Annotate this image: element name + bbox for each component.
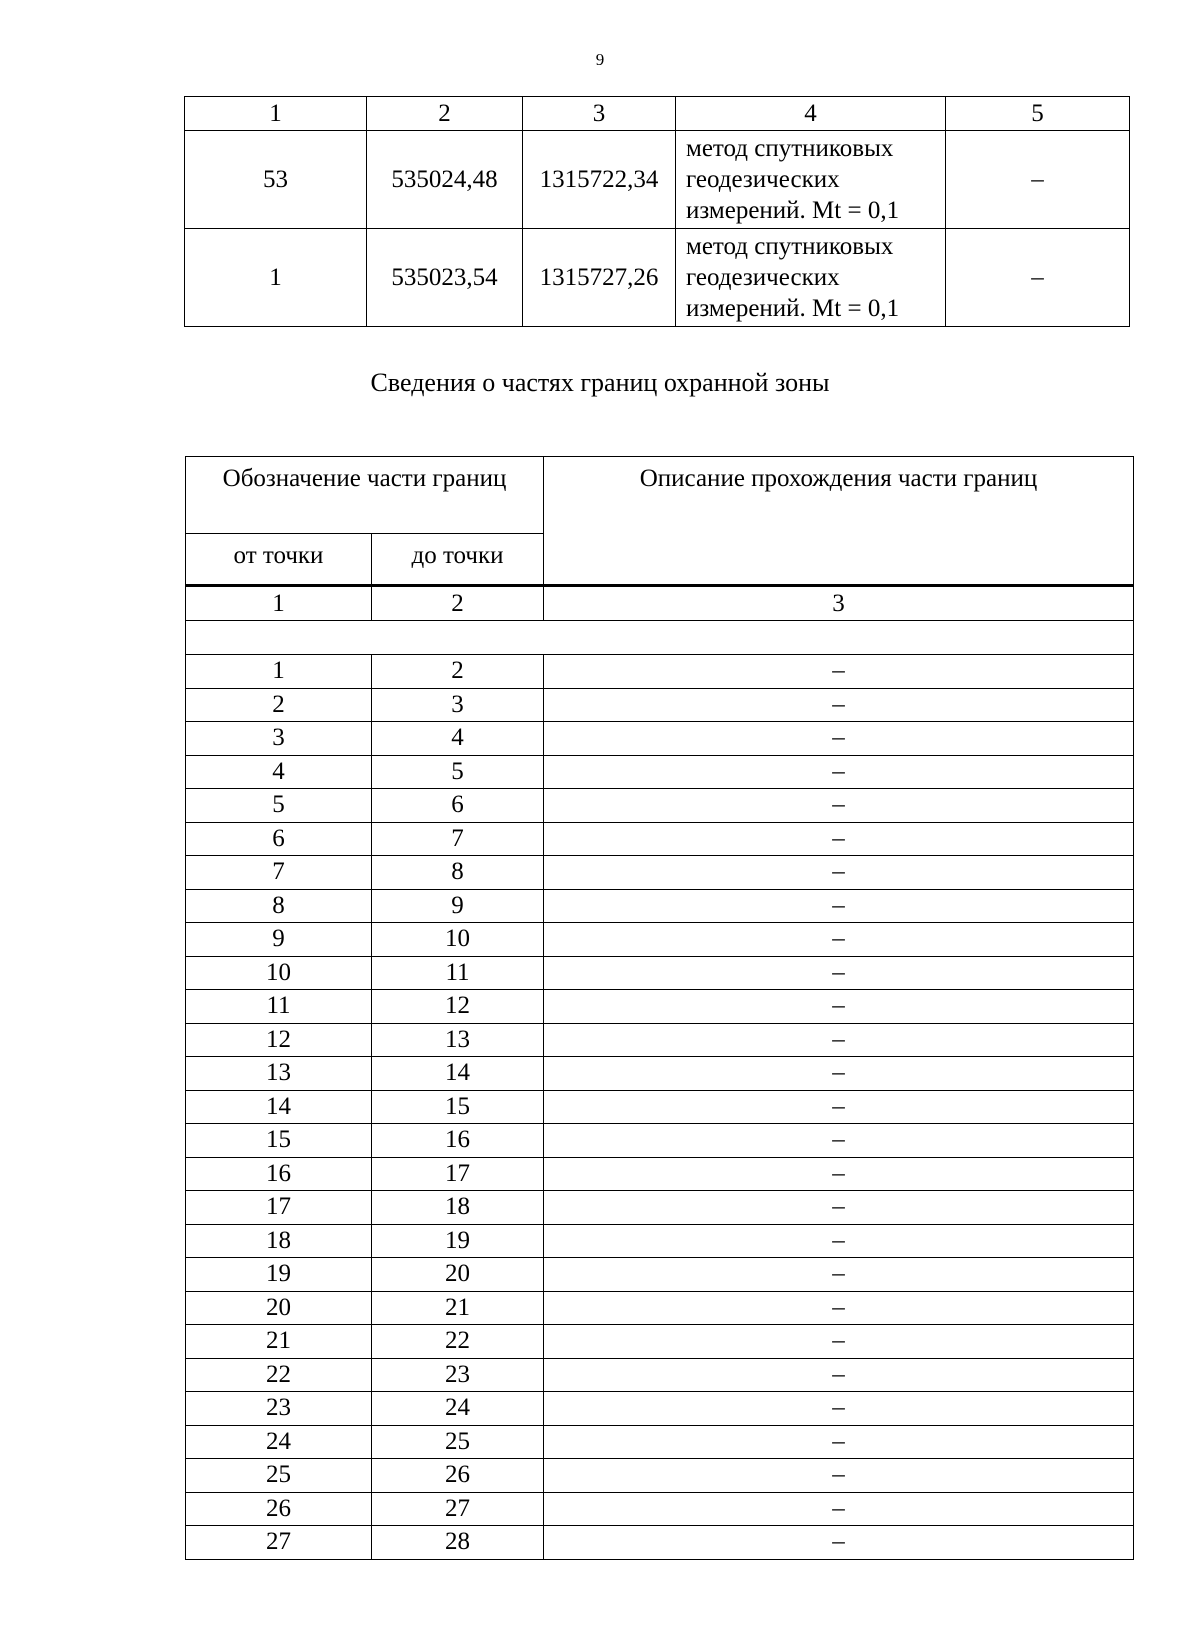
table-row: [186, 956, 1134, 990]
method-description: [676, 131, 946, 229]
page-number: 9: [595, 50, 605, 69]
table-row: [185, 229, 1130, 327]
from-point: 27: [186, 1526, 372, 1560]
column-number: 2: [367, 97, 523, 131]
to-point: 24: [372, 1392, 544, 1426]
table-row: [186, 990, 1134, 1024]
from-point: 6: [186, 822, 372, 856]
part-description: –: [544, 688, 1134, 722]
column-number: 4: [676, 97, 946, 131]
method-line: метод спутниковых: [686, 233, 894, 260]
from-point: 22: [186, 1358, 372, 1392]
to-point: 11: [372, 956, 544, 990]
coordinates-header-row: [185, 97, 1130, 131]
table-row: [186, 1124, 1134, 1158]
to-point: 5: [372, 755, 544, 789]
coordinate-x: 535023,54: [367, 229, 523, 327]
to-point: 8: [372, 856, 544, 890]
part-description: –: [544, 755, 1134, 789]
to-point: 25: [372, 1425, 544, 1459]
from-point: 17: [186, 1191, 372, 1225]
column-number: 1: [185, 97, 367, 131]
table-row: [186, 1425, 1134, 1459]
part-description: –: [544, 1090, 1134, 1124]
table-row: [186, 1090, 1134, 1124]
from-point: 21: [186, 1325, 372, 1359]
part-description: –: [544, 1124, 1134, 1158]
from-point: 15: [186, 1124, 372, 1158]
table-row: [186, 688, 1134, 722]
coordinate-y: 1315722,34: [523, 131, 676, 229]
table-row: [186, 1392, 1134, 1426]
part-description: –: [544, 889, 1134, 923]
from-point: 13: [186, 1057, 372, 1091]
from-point: 2: [186, 688, 372, 722]
part-description: –: [544, 1291, 1134, 1325]
table-row: [186, 722, 1134, 756]
to-point: 27: [372, 1492, 544, 1526]
part-description: –: [544, 655, 1134, 689]
to-point: 10: [372, 923, 544, 957]
column-number: 2: [372, 586, 544, 621]
part-description: –: [544, 1492, 1134, 1526]
from-point: 20: [186, 1291, 372, 1325]
to-point: 17: [372, 1157, 544, 1191]
to-point: 3: [372, 688, 544, 722]
from-point: 26: [186, 1492, 372, 1526]
method-line: измерений. Mt = 0,1: [686, 197, 900, 224]
blank-row: [186, 621, 1134, 655]
coordinates-table: [184, 96, 1130, 327]
part-description: –: [544, 1325, 1134, 1359]
to-point: 22: [372, 1325, 544, 1359]
part-description: –: [544, 923, 1134, 957]
table-row: [186, 1492, 1134, 1526]
to-point: 12: [372, 990, 544, 1024]
from-point: 3: [186, 722, 372, 756]
header-description: Описание прохождения части границ: [544, 457, 1134, 586]
boundary-parts-rows: [186, 655, 1134, 1560]
to-point: 9: [372, 889, 544, 923]
from-point: 11: [186, 990, 372, 1024]
header-to-point: до точки: [372, 534, 544, 586]
column-number: 3: [523, 97, 676, 131]
part-description: –: [544, 1526, 1134, 1560]
from-point: 9: [186, 923, 372, 957]
table-row: [186, 655, 1134, 689]
from-point: 16: [186, 1157, 372, 1191]
to-point: 18: [372, 1191, 544, 1225]
part-description: –: [544, 1023, 1134, 1057]
part-description: –: [544, 1459, 1134, 1493]
from-point: 12: [186, 1023, 372, 1057]
from-point: 7: [186, 856, 372, 890]
to-point: 26: [372, 1459, 544, 1493]
part-description: –: [544, 990, 1134, 1024]
method-description: [676, 229, 946, 327]
table-row: [186, 755, 1134, 789]
part-description: –: [544, 1191, 1134, 1225]
method-line: измерений. Mt = 0,1: [686, 295, 900, 322]
to-point: 21: [372, 1291, 544, 1325]
coordinate-x: 535024,48: [367, 131, 523, 229]
header-group-row: [186, 457, 1134, 534]
from-point: 18: [186, 1224, 372, 1258]
table-row: [186, 923, 1134, 957]
table-row: [186, 889, 1134, 923]
point-number: 53: [185, 131, 367, 229]
part-description: –: [544, 1358, 1134, 1392]
to-point: 4: [372, 722, 544, 756]
part-description: –: [544, 1157, 1134, 1191]
part-description: –: [544, 1425, 1134, 1459]
part-description: –: [544, 1057, 1134, 1091]
part-description: –: [544, 822, 1134, 856]
from-point: 24: [186, 1425, 372, 1459]
table-row: [186, 856, 1134, 890]
table-row: [186, 1057, 1134, 1091]
method-line: геодезических: [686, 264, 840, 291]
method-line: метод спутниковых: [686, 135, 894, 162]
column-number: 1: [186, 586, 372, 621]
from-point: 1: [186, 655, 372, 689]
header-from-point: от точки: [186, 534, 372, 586]
table-row: [186, 1258, 1134, 1292]
blank-cell: [186, 621, 1134, 655]
to-point: 19: [372, 1224, 544, 1258]
to-point: 23: [372, 1358, 544, 1392]
point-number: 1: [185, 229, 367, 327]
table-row: [186, 1526, 1134, 1560]
table-row: [186, 1224, 1134, 1258]
column-number: 3: [544, 586, 1134, 621]
to-point: 14: [372, 1057, 544, 1091]
from-point: 19: [186, 1258, 372, 1292]
from-point: 10: [186, 956, 372, 990]
from-point: 5: [186, 789, 372, 823]
from-point: 4: [186, 755, 372, 789]
part-description: –: [544, 1224, 1134, 1258]
to-point: 15: [372, 1090, 544, 1124]
to-point: 6: [372, 789, 544, 823]
to-point: 16: [372, 1124, 544, 1158]
to-point: 28: [372, 1526, 544, 1560]
from-point: 8: [186, 889, 372, 923]
boundary-parts-table: [185, 456, 1134, 1560]
column-number-row: [186, 586, 1134, 621]
table-row: [186, 1023, 1134, 1057]
table-row: [185, 131, 1130, 229]
from-point: 14: [186, 1090, 372, 1124]
table-row: [186, 1459, 1134, 1493]
column-number: 5: [946, 97, 1130, 131]
part-description: –: [544, 956, 1134, 990]
part-description: –: [544, 856, 1134, 890]
part-description: –: [544, 722, 1134, 756]
part-description: –: [544, 1258, 1134, 1292]
header-boundary-designation: Обозначение части границ: [186, 457, 544, 534]
section-title: Сведения о частях границ охранной зоны: [370, 368, 830, 397]
table-row: [186, 1325, 1134, 1359]
to-point: 20: [372, 1258, 544, 1292]
part-description: –: [544, 789, 1134, 823]
table-row: [186, 789, 1134, 823]
coordinate-y: 1315727,26: [523, 229, 676, 327]
part-description: –: [544, 1392, 1134, 1426]
method-line: геодезических: [686, 166, 840, 193]
note: –: [946, 229, 1130, 327]
from-point: 23: [186, 1392, 372, 1426]
to-point: 13: [372, 1023, 544, 1057]
table-row: [186, 1157, 1134, 1191]
to-point: 2: [372, 655, 544, 689]
table-row: [186, 1191, 1134, 1225]
table-row: [186, 1291, 1134, 1325]
table-row: [186, 1358, 1134, 1392]
table-row: [186, 822, 1134, 856]
to-point: 7: [372, 822, 544, 856]
note: –: [946, 131, 1130, 229]
from-point: 25: [186, 1459, 372, 1493]
